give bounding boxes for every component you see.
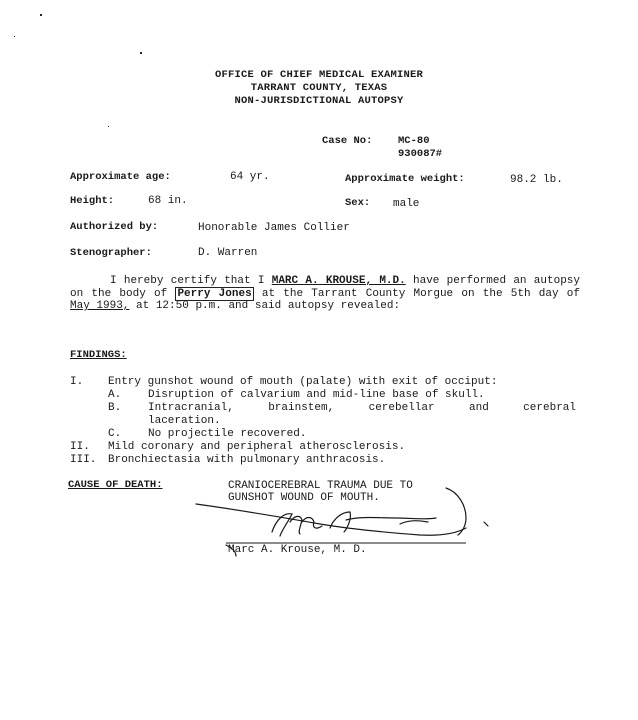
- header-office: OFFICE OF CHIEF MEDICAL EXAMINER: [214, 69, 424, 81]
- finding-num: C.: [108, 428, 122, 440]
- age-value: 64 yr.: [230, 171, 270, 183]
- examiner-name: MARC A. KROUSE, M.D.: [271, 275, 406, 287]
- stenographer-value: D. Warren: [198, 247, 258, 259]
- height-value: 68 in.: [148, 195, 188, 207]
- cert-text-1: I hereby certify that I: [110, 275, 265, 287]
- height-label: Height:: [70, 195, 115, 207]
- weight-label: Approximate weight:: [345, 173, 465, 185]
- cert-text-3: at the Tarrant County Morgue on the 5th day of: [261, 287, 580, 300]
- cause-of-death-label: CAUSE OF DEATH:: [68, 479, 163, 491]
- finding-text: laceration.: [148, 415, 221, 427]
- finding-text: Bronchiectasia with pulmonary anthracosis.: [108, 454, 386, 466]
- findings-title: FINDINGS:: [70, 349, 127, 361]
- weight-value: 98.2 lb.: [510, 174, 563, 186]
- case-number-value-2: 930087#: [398, 148, 443, 160]
- autopsy-date: May 1993,: [70, 300, 130, 312]
- finding-text: Mild coronary and peripheral atherosclerosis.: [108, 441, 406, 453]
- finding-num: A.: [108, 389, 122, 401]
- header-autopsy-type: NON-JURISDICTIONAL AUTOPSY: [234, 95, 404, 107]
- finding-text: Disruption of calvarium and mid-line base of skull.: [148, 389, 485, 401]
- case-number-label: Case No:: [322, 135, 373, 147]
- sex-label: Sex:: [345, 197, 371, 209]
- cause-line-1: CRANIOCEREBRAL TRAUMA DUE TO: [228, 480, 413, 492]
- finding-num: I.: [70, 376, 84, 388]
- finding-text: Entry gunshot wound of mouth (palate) with exit of occiput:: [108, 376, 498, 388]
- sex-value: male: [393, 198, 420, 210]
- finding-num: II.: [70, 441, 90, 453]
- cert-text-2: have performed an autopsy on the body of: [70, 275, 580, 300]
- finding-num: III.: [70, 454, 97, 466]
- finding-num: B.: [108, 402, 122, 414]
- cause-line-2: GUNSHOT WOUND OF MOUTH.: [228, 492, 380, 504]
- signature-name: Marc A. Krouse, M. D.: [228, 544, 367, 556]
- finding-text: No projectile recovered.: [148, 428, 307, 440]
- finding-text: Intracranial, brainstem, cerebellar and cerebral: [148, 402, 576, 414]
- stenographer-label: Stenographer:: [70, 247, 152, 259]
- cert-text-4: at 12:50 p.m. and said autopsy revealed:: [136, 300, 401, 312]
- header-county: TARRANT COUNTY, TEXAS: [250, 82, 388, 94]
- deceased-name: Perry Jones: [177, 287, 252, 300]
- age-label: Approximate age:: [70, 171, 171, 183]
- authorized-value: Honorable James Collier: [198, 222, 350, 234]
- authorized-label: Authorized by:: [70, 221, 159, 233]
- case-number-value: MC-80: [398, 135, 430, 147]
